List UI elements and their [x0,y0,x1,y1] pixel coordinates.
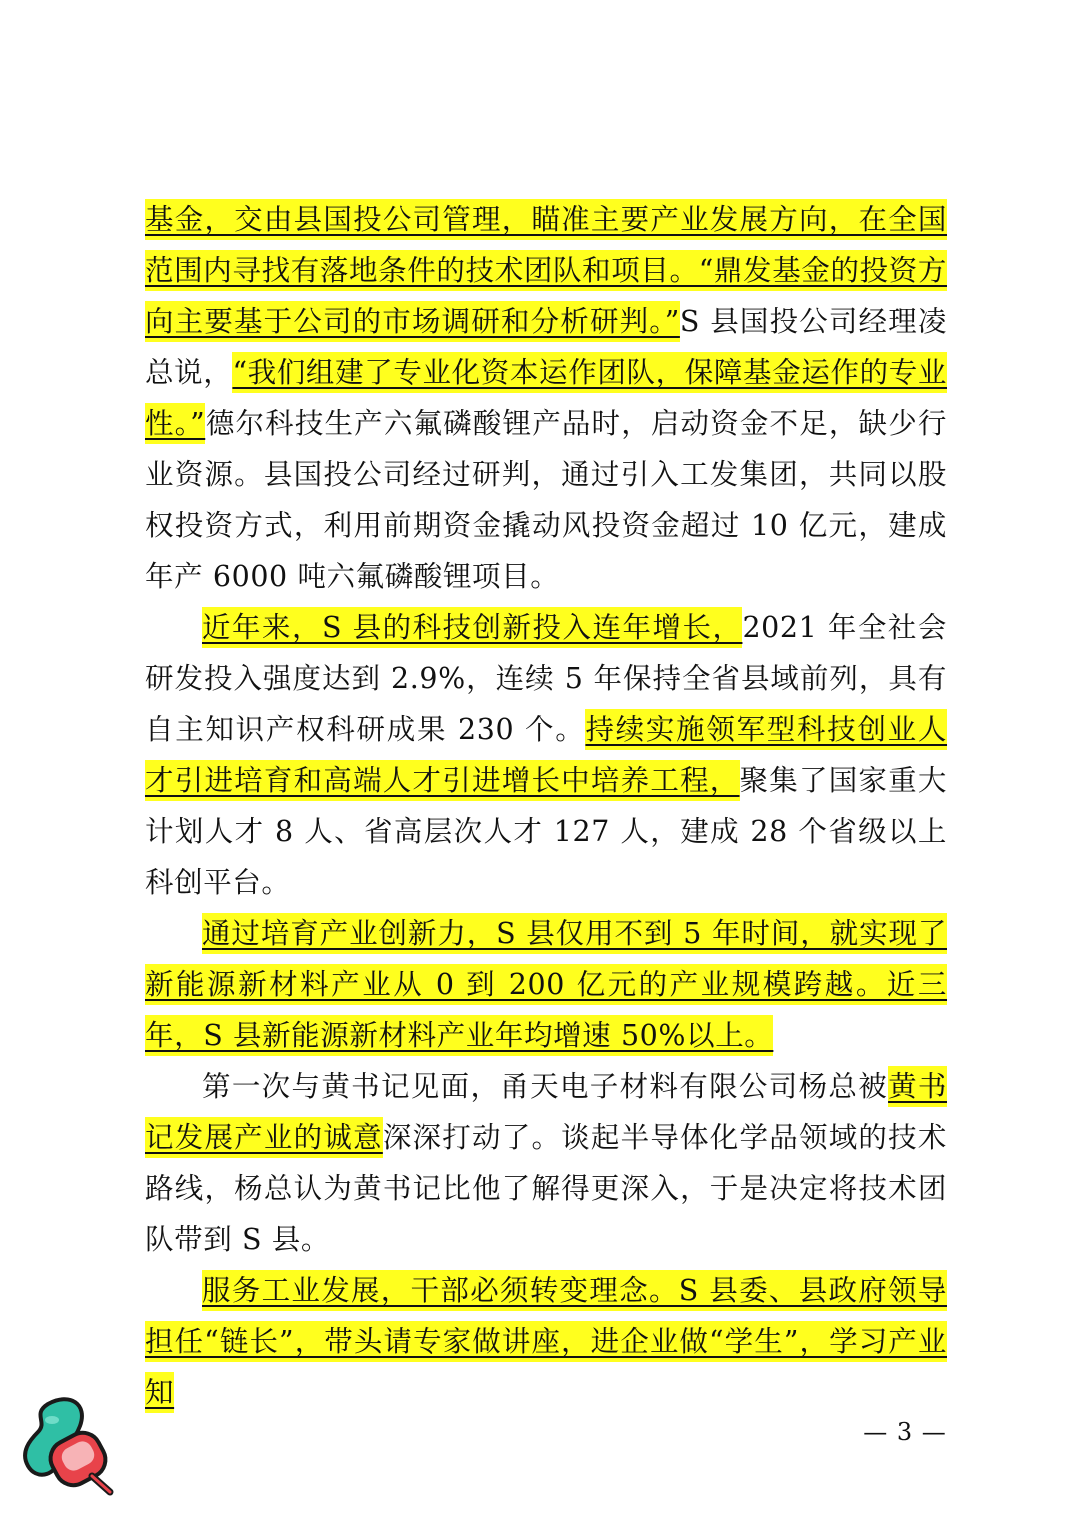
body-text [145,194,947,1418]
text-segment: 聚集了国家重大计划人才 8 人、省高层次人才 127 人，建成 28 个省级以上科创平台。 [145,764,947,899]
paragraph-5 [145,1265,947,1418]
highlighted-text: 基金，交由县国投公司管理，瞄准主要产业发展方向，在全国范围内寻找有落地条件的技术团队和项目。“鼎发基金的投资方向主要基于公司的市场调研和分析研判。” [145,199,947,342]
highlighted-text: 黄书记发展产业的诚意 [145,1066,947,1158]
sticker-logo-icon [18,1392,118,1502]
highlighted-text: 服务工业发展，干部必须转变理念。S 县委、县政府领导担任“链长”，带头请专家做讲座，进企业做“学生”，学习产业知 [145,1270,947,1413]
page-number: — 3 — [863,1418,947,1446]
highlighted-text: 近年来，S 县的科技创新投入连年增长， [202,607,742,648]
paragraph-4 [145,1061,947,1265]
text-segment: 深深打动了。谈起半导体化学品领域的技术路线，杨总认为黄书记比他了解得更深入，于是决定将技术团队带到 S 县。 [145,1121,947,1256]
text-segment: 第一次与黄书记见面，甬天电子材料有限公司杨总被 [202,1070,889,1103]
highlighted-text: 持续实施领军型科技创业人才引进培育和高端人才引进增长中培养工程， [145,709,947,801]
paragraph-3 [145,908,947,1061]
paragraph-2 [145,602,947,908]
paragraph-1 [145,194,947,602]
text-segment: 2021 年全社会研发投入强度达到 2.9%，连续 5 年保持全省县域前列，具有自主知识产权科研成果 230 个。 [145,611,947,746]
highlighted-text: 通过培育产业创新力，S 县仅用不到 5 年时间，就实现了新能源新材料产业从 0 到 200 亿元的产业规模跨越。近三年，S 县新能源新材料产业年均增速 50%以上。 [145,913,947,1056]
text-segment: 德尔科技生产六氟磷酸锂产品时，启动资金不足，缺少行业资源。县国投公司经过研判，通过引入工发集团，共同以股权投资方式，利用前期资金撬动风投资金超过 10 亿元，建成年产 6000 吨六氟磷酸锂项目。 [145,407,947,593]
text-segment: S 县国投公司经理凌总说， [145,305,947,389]
highlighted-text: “我们组建了专业化资本运作团队，保障基金运作的专业性。” [145,352,947,444]
